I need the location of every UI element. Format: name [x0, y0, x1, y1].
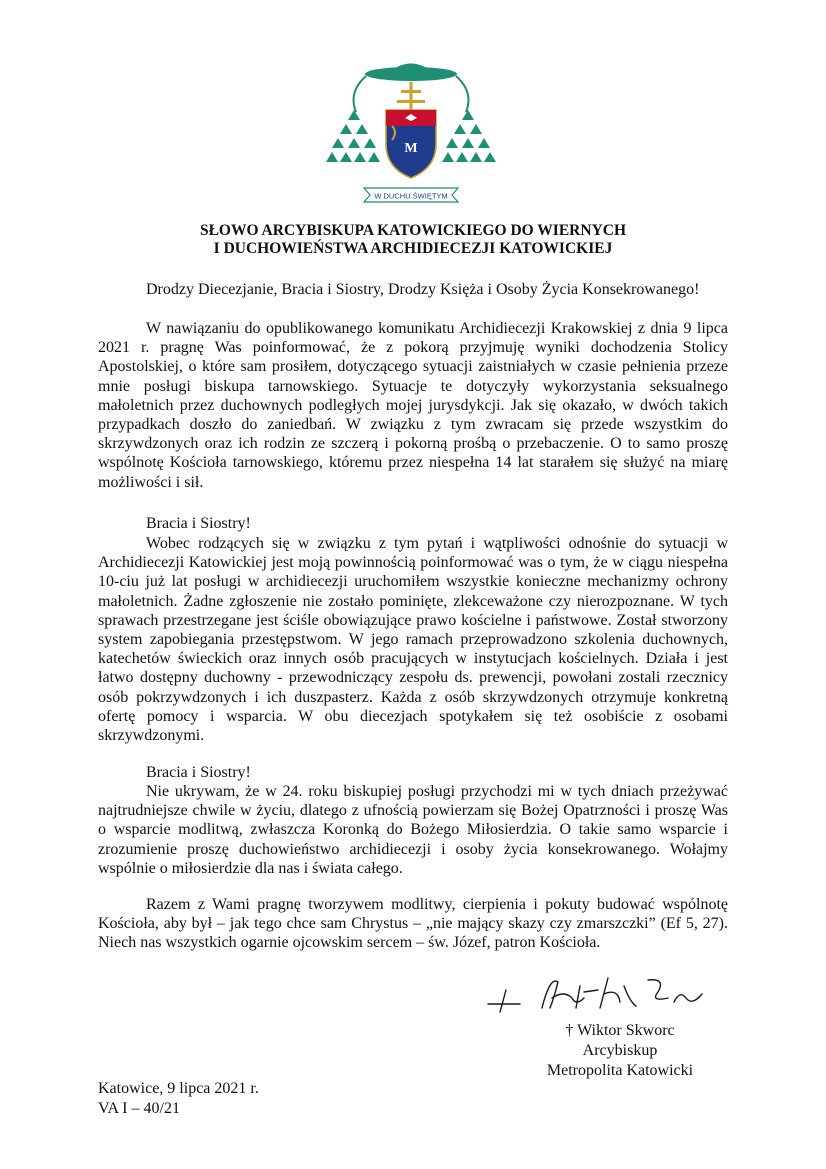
svg-text:W DUCHU ŚWIĘTYM: W DUCHU ŚWIĘTYM: [374, 191, 448, 201]
signer-role: Arcybiskup: [582, 1042, 658, 1059]
signer-title: Metropolita Katowicki: [546, 1062, 694, 1079]
coat-of-arms-icon: [326, 52, 496, 212]
handwritten-signature-icon: [480, 968, 720, 1016]
paragraph-2: Wobec rodzących się w związku z tym pytań i wątpliwości odnośnie do sytuacji w Archidiecezji Katowickiej jest moją powinnością poinformować was o tym, że w ciągu niespełna 10-ciu już lat posługi w archidiecezji uruchomiłem wszystkie konieczne mechanizmy ochrony małoletnich. Żadne zgłoszenie nie zostało pominięte, zlekceważone czy nierozpoznane. W tych sprawach przestrzegane jest ściśle obowiązujące prawo kościelne i państwowe. Został stworzony system zapobiegania przestępstwom. W jego ramach przeprowadzono szkolenia duchownych, katechetów świeckich oraz innych osób pracujących w instytucjach kościelnych. Działa i jest łatwo dostępny duchowny - przewodniczący zespołu ds. prewencji, powołani zostali rzecznicy osób pokrzywdzonych i ich duszpasterz. Każda z osób skrzywdzonych otrzymuje konkretną ofertę pomocy i wsparcia. W obu diecezjach spotykałem się też osobiście z osobami skrzywdzonymi.: [98, 535, 728, 745]
place-date: Katowice, 9 lipca 2021 r.: [98, 1080, 259, 1097]
title-line-2: I DUCHOWIEŃSTWA ARCHIDIECEZJI KATOWICKIEJ: [213, 240, 613, 257]
paragraph-3: Nie ukrywam, że w 24. roku biskupiej posługi przychodzi mi w tych dniach przeżywać najtrudniejsze chwile w życiu, dlatego z ufnością powierzam się Bożej Opatrzności i proszę Was o wsparcie modlitwą, zwłaszcza Koronką do Bożego Miłosierdzia. O takie samo wsparcie i zrozumienie proszę duchowieństwo archidiecezji i osoby życia konsekrowanego. Wołajmy wspólnie o miłosierdzie dla nas i świata całego.: [98, 783, 728, 877]
paragraph-1: W nawiązaniu do opublikowanego komunikatu Archidiecezji Krakowskiej z dnia 9 lipca 2021 r. pragnę Was poinformować, że z pokorą przyjmuję wyniki dochodzenia Stolicy Apostolskiej, o które sam prosiłem, dotyczącego sytuacji zaistniałych w czasie pełnienia przeze mnie posługi biskupa tarnowskiego. Sytuacje te dotyczyły wykorzystania seksualnego małoletnich przez duchownych podległych mojej jurysdykcji. Jak się okazało, w dwóch takich przypadkach doszło do zaniedbań. W związku z tym zwracam się przede wszystkim do skrzywdzonych oraz ich rodzin ze szczerą i pokorną prośbą o przebaczenie. O to samo proszę wspólnotę Kościoła tarnowskiego, któremu przez niespełna 14 lat starałem się służyć na miarę możliwości i sił.: [98, 320, 728, 491]
salutation-2: Bracia i Siostry!: [146, 764, 251, 781]
footer-block: [98, 1079, 259, 1119]
signer-block: [520, 1021, 720, 1081]
salutation-1: Bracia i Siostry!: [146, 515, 251, 532]
paragraph-4: Razem z Wami pragnę tworzywem modlitwy, cierpienia i pokuty budować wspólnotę Kościoła, aby był – jak tego chce sam Chrystus – „nie mający skazy czy zmarszczki” (Ef 5, 27). Niech nas wszystkich ogarnie ojcowskim sercem – św. Józef, patron Kościoła.: [98, 896, 728, 952]
reference-number: VA I – 40/21: [98, 1100, 180, 1117]
svg-text:M: M: [404, 141, 418, 156]
greeting: Drodzy Diecezjanie, Bracia i Siostry, Drodzy Księża i Osoby Życia Konsekrowanego!: [146, 281, 700, 298]
title-line-1: SŁOWO ARCYBISKUPA KATOWICKIEGO DO WIERNYCH: [199, 222, 627, 239]
signer-name: † Wiktor Skworc: [565, 1022, 675, 1039]
letter-title: [98, 222, 728, 258]
